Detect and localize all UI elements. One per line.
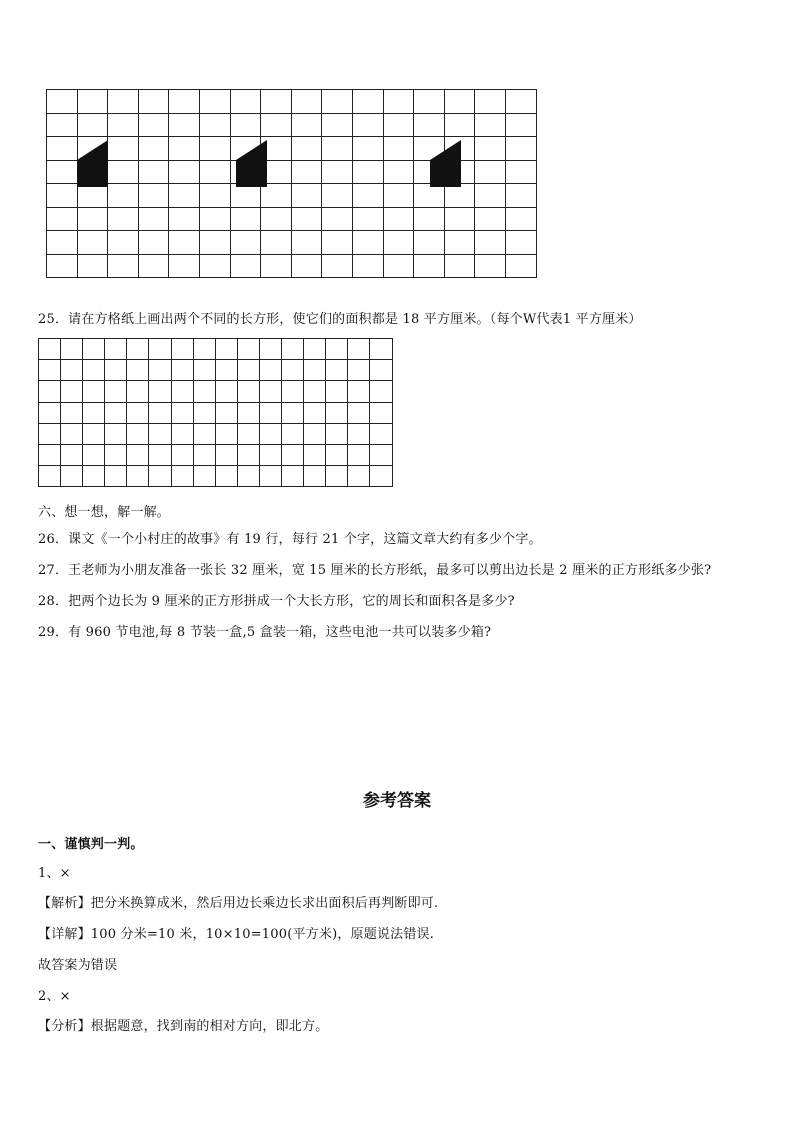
grid-cell	[348, 360, 370, 381]
question-25: 25．请在方格纸上画出两个不同的长方形，使它们的面积都是 18 平方厘米。（每个W代表1 平方厘米）	[38, 312, 642, 327]
grid-cell	[326, 360, 348, 381]
grid-cell	[383, 113, 414, 137]
grid-cell	[259, 444, 281, 465]
grid-cell	[475, 137, 506, 161]
grid-cell	[322, 160, 353, 184]
grid-cell	[259, 339, 281, 360]
grid-cell	[230, 207, 261, 231]
grid-cell	[108, 160, 139, 184]
grid-cell	[370, 402, 392, 423]
grid-cell	[352, 231, 383, 255]
grid-cell	[370, 466, 392, 487]
grid-cell	[61, 402, 83, 423]
grid-cell	[230, 254, 261, 278]
grid-cell	[414, 207, 445, 231]
grid-cell	[383, 231, 414, 255]
grid-cell	[259, 423, 281, 444]
grid-cell	[370, 360, 392, 381]
grid-cell	[105, 466, 127, 487]
grid-cell	[237, 423, 259, 444]
grid-cell	[39, 423, 61, 444]
grid-cell	[383, 90, 414, 114]
grid-cell	[475, 184, 506, 208]
answer-key-title: 参考答案	[363, 791, 431, 811]
grid-cell	[193, 381, 215, 402]
grid-cell	[505, 137, 536, 161]
grid-cell	[322, 113, 353, 137]
grid-cell	[83, 444, 105, 465]
grid-cell	[39, 339, 61, 360]
grid-cell	[475, 113, 506, 137]
grid-cell	[414, 113, 445, 137]
grid-cell	[171, 402, 193, 423]
grid-cell	[444, 231, 475, 255]
grid-cell	[304, 423, 326, 444]
grid-cell	[39, 381, 61, 402]
grid-cell	[169, 254, 200, 278]
grid-cell	[169, 137, 200, 161]
grid-cell	[282, 339, 304, 360]
grid-cell	[127, 360, 149, 381]
grid-cell	[199, 231, 230, 255]
grid-cell	[39, 360, 61, 381]
question-26: 26．课文《一个小村庄的故事》有 19 行，每行 21 个字，这篇文章大约有多少个字。	[38, 532, 542, 547]
grid-cell	[199, 184, 230, 208]
grid-cell	[105, 402, 127, 423]
grid-cell	[127, 402, 149, 423]
trapezoid-shape-1	[77, 140, 109, 188]
question-28: 28．把两个边长为 9 厘米的正方形拼成一个大长方形，它的周长和面积各是多少?	[38, 594, 515, 609]
grid-cell	[108, 184, 139, 208]
grid-cell	[282, 423, 304, 444]
grid-cell	[291, 231, 322, 255]
grid-cell	[47, 90, 78, 114]
grid-cell	[199, 160, 230, 184]
grid-cell	[77, 207, 108, 231]
grid-cell	[77, 254, 108, 278]
grid-cell	[83, 402, 105, 423]
grid-cell	[61, 444, 83, 465]
grid-cell	[282, 466, 304, 487]
grid-cell	[237, 466, 259, 487]
grid-cell	[326, 466, 348, 487]
grid-cell	[352, 207, 383, 231]
grid-cell	[149, 444, 171, 465]
question-29: 29．有 960 节电池,每 8 节装一盒,5 盒装一箱，这些电池一共可以装多少箱?	[38, 625, 492, 640]
section-heading-6: 六、想一想，解一解。	[38, 505, 171, 520]
grid-cell	[61, 423, 83, 444]
grid-cell	[127, 339, 149, 360]
grid-cell	[414, 231, 445, 255]
grid-cell	[304, 402, 326, 423]
grid-cell	[326, 339, 348, 360]
grid-cell	[61, 381, 83, 402]
grid-cell	[322, 231, 353, 255]
grid-cell	[383, 137, 414, 161]
grid-cell	[171, 339, 193, 360]
grid-cell	[237, 381, 259, 402]
grid-cell	[444, 207, 475, 231]
grid-cell	[304, 360, 326, 381]
grid-cell	[475, 160, 506, 184]
grid-cell	[199, 207, 230, 231]
grid-cell	[108, 137, 139, 161]
grid-cell	[352, 254, 383, 278]
grid-cell	[291, 254, 322, 278]
grid-cell	[259, 402, 281, 423]
grid-cell	[215, 402, 237, 423]
grid-cell	[505, 184, 536, 208]
grid-cell	[169, 207, 200, 231]
drawing-grid	[38, 338, 393, 487]
grid-cell	[352, 90, 383, 114]
grid-cell	[77, 113, 108, 137]
grid-cell	[47, 137, 78, 161]
grid-cell	[383, 207, 414, 231]
grid-cell	[291, 160, 322, 184]
grid-cell	[261, 254, 292, 278]
grid-cell	[322, 137, 353, 161]
grid-cell	[149, 466, 171, 487]
grid-cell	[169, 160, 200, 184]
grid-cell	[169, 231, 200, 255]
grid-cell	[215, 360, 237, 381]
grid-cell	[259, 466, 281, 487]
answer-2-mark: 2、×	[38, 989, 71, 1004]
grid-cell	[149, 360, 171, 381]
grid-cell	[237, 402, 259, 423]
question-27: 27．王老师为小朋友准备一张长 32 厘米，宽 15 厘米的长方形纸，最多可以剪出边长是 2 厘米的正方形纸多少张?	[38, 563, 712, 578]
grid-cell	[215, 339, 237, 360]
grid-cell	[169, 184, 200, 208]
grid-cell	[475, 231, 506, 255]
grid-cell	[230, 90, 261, 114]
grid-cell	[61, 339, 83, 360]
grid-cell	[475, 90, 506, 114]
grid-cell	[215, 381, 237, 402]
grid-cell	[291, 137, 322, 161]
grid-cell	[352, 113, 383, 137]
grid-cell	[505, 160, 536, 184]
grid-cell	[193, 360, 215, 381]
grid-cell	[414, 90, 445, 114]
grid-cell	[282, 360, 304, 381]
grid-cell	[475, 254, 506, 278]
grid-cell	[149, 339, 171, 360]
grid-cell	[199, 113, 230, 137]
grid-cell	[47, 207, 78, 231]
grid-cell	[444, 90, 475, 114]
grid-cell	[291, 207, 322, 231]
grid-cell	[444, 113, 475, 137]
grid-cell	[171, 444, 193, 465]
trapezoid-shape-2	[236, 140, 268, 188]
grid-cell	[171, 360, 193, 381]
grid-cell	[261, 113, 292, 137]
grid-cell	[322, 207, 353, 231]
grid-cell	[348, 381, 370, 402]
grid-cell	[138, 137, 169, 161]
grid-cell	[370, 444, 392, 465]
grid-cell	[169, 90, 200, 114]
grid-cell	[138, 207, 169, 231]
grid-cell	[348, 444, 370, 465]
grid-cell	[171, 466, 193, 487]
grid-cell	[193, 444, 215, 465]
grid-cell	[475, 207, 506, 231]
grid-cell	[47, 113, 78, 137]
grid-cell	[199, 90, 230, 114]
grid-cell	[326, 444, 348, 465]
grid-cell	[105, 423, 127, 444]
grid-cell	[61, 466, 83, 487]
grid-cell	[47, 184, 78, 208]
grid-cell	[193, 466, 215, 487]
grid-cell	[261, 207, 292, 231]
grid-cell	[138, 254, 169, 278]
grid-cell	[47, 160, 78, 184]
grid-cell	[237, 360, 259, 381]
grid-cell	[39, 444, 61, 465]
grid-cell	[237, 339, 259, 360]
grid-cell	[348, 466, 370, 487]
grid-cell	[237, 444, 259, 465]
grid-cell	[230, 113, 261, 137]
answer-section-heading: 一、谨慎判一判。	[38, 837, 144, 852]
grid-cell	[348, 423, 370, 444]
grid-cell	[83, 360, 105, 381]
grid-cell	[105, 360, 127, 381]
grid-cell	[291, 113, 322, 137]
grid-cell	[108, 90, 139, 114]
grid-cell	[199, 254, 230, 278]
grid-cell	[127, 466, 149, 487]
grid-cell	[261, 231, 292, 255]
grid-cell	[370, 423, 392, 444]
grid-cell	[304, 339, 326, 360]
grid-cell	[39, 402, 61, 423]
grid-cell	[326, 381, 348, 402]
grid-cell	[352, 137, 383, 161]
grid-cell	[138, 184, 169, 208]
grid-cell	[383, 160, 414, 184]
grid-cell	[348, 402, 370, 423]
grid-cell	[505, 254, 536, 278]
grid-cell	[171, 423, 193, 444]
grid-cell	[127, 423, 149, 444]
grid-cell	[259, 360, 281, 381]
grid-cell	[383, 254, 414, 278]
grid-cell	[77, 90, 108, 114]
grid-cell	[215, 423, 237, 444]
grid-cell	[322, 184, 353, 208]
grid-cell	[83, 339, 105, 360]
grid-cell	[193, 339, 215, 360]
grid-cell	[352, 184, 383, 208]
answer-1-mark: 1、×	[38, 866, 71, 881]
grid-cell	[505, 113, 536, 137]
grid-cell	[505, 90, 536, 114]
grid-cell	[444, 254, 475, 278]
grid-cell	[291, 90, 322, 114]
grid-cell	[193, 402, 215, 423]
grid-cell	[291, 184, 322, 208]
answer-1-conclusion: 故答案为错误	[38, 958, 118, 973]
grid-cell	[105, 339, 127, 360]
grid-cell	[326, 402, 348, 423]
grid-cell	[370, 381, 392, 402]
grid-cell	[108, 207, 139, 231]
grid-cell	[138, 231, 169, 255]
grid-cell	[304, 466, 326, 487]
trapezoid-shape-3	[430, 140, 462, 188]
answer-1-detail: 【详解】100 分米=10 米，10×10=100(平方米)，原题说法错误.	[38, 927, 435, 942]
grid-cell	[138, 160, 169, 184]
answer-1-analysis: 【解析】把分米换算成米，然后用边长乘边长求出面积后再判断即可.	[38, 896, 439, 911]
grid-cell	[304, 381, 326, 402]
grid-cell	[505, 231, 536, 255]
grid-cell	[105, 444, 127, 465]
grid-cell	[138, 90, 169, 114]
grid-cell	[304, 444, 326, 465]
grid-cell	[215, 444, 237, 465]
grid-cell	[505, 207, 536, 231]
grid-cell	[83, 423, 105, 444]
grid-cell	[326, 423, 348, 444]
grid-cell	[193, 423, 215, 444]
grid-cell	[414, 254, 445, 278]
grid-cell	[127, 381, 149, 402]
grid-cell	[370, 339, 392, 360]
answer-2-analysis: 【分析】根据题意，找到南的相对方向，即北方。	[38, 1019, 329, 1034]
grid-cell	[215, 466, 237, 487]
grid-cell	[352, 160, 383, 184]
grid-cell	[127, 444, 149, 465]
grid-cell	[61, 360, 83, 381]
grid-cell	[47, 254, 78, 278]
grid-cell	[39, 466, 61, 487]
grid-cell	[348, 339, 370, 360]
grid-cell	[282, 402, 304, 423]
grid-cell	[282, 381, 304, 402]
grid-cell	[149, 381, 171, 402]
grid-paper-with-shapes	[46, 89, 537, 278]
grid-cell	[108, 231, 139, 255]
grid-cell	[199, 137, 230, 161]
grid-cell	[322, 254, 353, 278]
grid-cell	[83, 381, 105, 402]
grid-cell	[230, 231, 261, 255]
grid-cell	[149, 402, 171, 423]
grid-cell	[322, 90, 353, 114]
grid-cell	[47, 231, 78, 255]
grid-cell	[77, 231, 108, 255]
grid-cell	[83, 466, 105, 487]
grid-cell	[261, 90, 292, 114]
grid-cell	[169, 113, 200, 137]
grid-cell	[149, 423, 171, 444]
grid-cell	[108, 113, 139, 137]
grid-cell	[259, 381, 281, 402]
grid-cell	[108, 254, 139, 278]
grid-cell	[282, 444, 304, 465]
grid-cell	[383, 184, 414, 208]
grid-cell	[138, 113, 169, 137]
grid-cell	[105, 381, 127, 402]
grid-cell	[171, 381, 193, 402]
